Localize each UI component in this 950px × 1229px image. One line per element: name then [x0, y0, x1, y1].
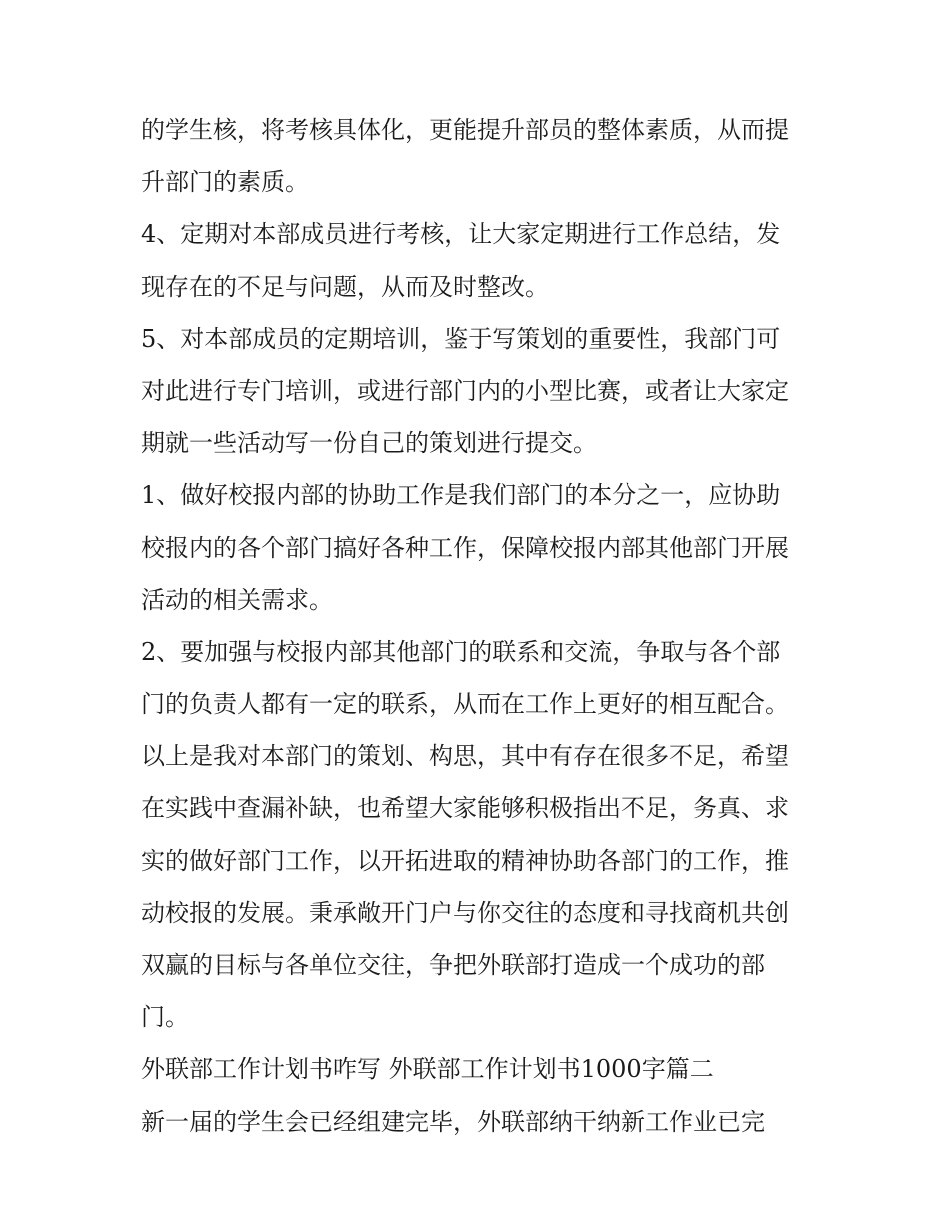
text-line: 活动的相关需求。: [141, 585, 333, 614]
text-line: 2、要加强与校报内部其他部门的联系和交流，争取与各个部: [141, 637, 781, 666]
text-line: 期就一些活动写一份自己的策划进行提交。: [141, 429, 597, 458]
text-line: 动校报的发展。秉承敞开门户与你交往的态度和寻找商机共创: [141, 898, 789, 927]
text-line: 4、定期对本部成员进行考核，让大家定期进行工作总结，发: [141, 220, 781, 249]
text-line: 校报内的各个部门搞好各种工作，保障校报内部其他部门开展: [141, 533, 789, 562]
text-line: 新一届的学生会已经组建完毕，外联部纳干纳新工作业已完: [141, 1107, 765, 1136]
text-line: 实的做好部门工作，以开拓进取的精神协助各部门的工作，推: [141, 846, 789, 875]
text-line: 门。: [141, 1003, 189, 1032]
text-line: 双赢的目标与各单位交往，争把外联部打造成一个成功的部: [141, 951, 765, 979]
text-line: 1、做好校报内部的协助工作是我们部门的本分之一，应协助: [141, 481, 781, 510]
text-line: 现存在的不足与问题，从而及时整改。: [141, 272, 549, 301]
text-line: 以上是我对本部门的策划、构思，其中有存在很多不足，希望: [141, 742, 789, 771]
text-line: 在实践中查漏补缺，也希望大家能够积极指出不足，务真、求: [141, 794, 789, 823]
section-heading: 外联部工作计划书咋写 外联部工作计划书1000字篇二: [141, 1055, 714, 1084]
text-line: 升部门的素质。: [141, 168, 309, 197]
text-line: 门的负责人都有一定的联系，从而在工作上更好的相互配合。: [141, 690, 789, 719]
text-line: 的学生核，将考核具体化，更能提升部员的整体素质，从而提: [141, 116, 789, 144]
text-line: 5、对本部成员的定期培训，鉴于写策划的重要性，我部门可: [141, 324, 781, 353]
document-body: [141, 104, 821, 1148]
text-line: 对此进行专门培训，或进行部门内的小型比赛，或者让大家定: [141, 376, 789, 405]
